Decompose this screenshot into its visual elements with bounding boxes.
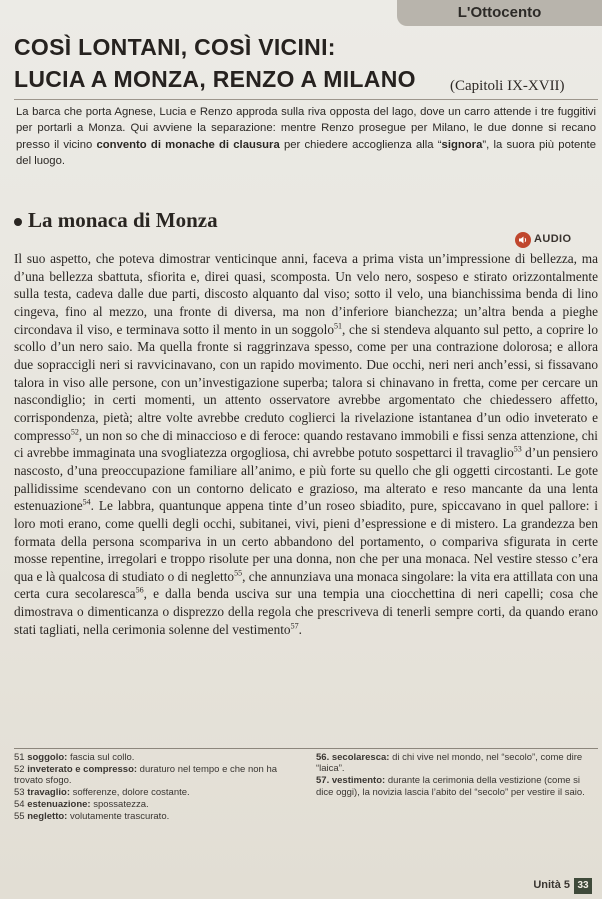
title-divider (14, 99, 598, 100)
chapter-tab-label: L'Ottocento (457, 4, 542, 21)
intro-text-c: ”, la suora più potente del luogo. (16, 138, 596, 167)
footnote-ref-55[interactable]: 55 (234, 568, 243, 578)
footnote-number: 56 (316, 752, 327, 763)
page-title-line-2: LUCIA A MONZA, RENZO A MILANO (14, 66, 416, 92)
footnote-term: inveterato e compresso: (27, 763, 138, 775)
intro-text-b: per chiedere accoglienza alla “ (279, 138, 442, 151)
footnote-57: 57. vestimento: durante la cerimonia della vestizione (come si dice oggi), la novizia lascia l’abito del “secolo” per vestire il saio. (316, 775, 585, 798)
footnote-term: estenuazione: (27, 799, 91, 811)
footnote-term: secolaresca: (331, 752, 390, 763)
footnote-definition: di chi vive nel mondo, nel “secolo”, come dire “laica”. (316, 752, 583, 775)
footnote-definition: fascia sul collo. (67, 752, 135, 763)
footnotes-left-column (14, 752, 304, 823)
footnote-ref-52[interactable]: 52 (70, 427, 79, 437)
audio-label[interactable]: AUDIO (534, 233, 572, 245)
speaker-icon (518, 235, 528, 245)
footnote-definition: spossatezza. (90, 799, 149, 811)
footnote-number: 55 (14, 811, 25, 823)
footnote-definition: sofferenze, dolore costante. (69, 787, 190, 799)
body-text-8: . (298, 621, 302, 637)
footnote-55 (14, 811, 304, 822)
intro-text-a: La barca che porta Agnese, Lucia e Renzo approda sulla riva opposta del lago, dove un carro attende i tre fuggitivi per portarli a Monza. Qui avviene la separazione: mentre Renzo prosegue per Milano, le due donne si recano presso il vicino (16, 106, 596, 151)
page-title-line-1: COSÌ LONTANI, COSÌ VICINI: (14, 34, 336, 60)
intro-bold-convent: convento di monache di clausura (96, 138, 280, 151)
footnote-number: 57 (316, 775, 327, 787)
body-passage (14, 250, 598, 638)
body-text-5: . Le labbra, quantunque appena tinte d’un roseo sbiadito, pure, spiccavano in quel pallore: i loro moti erano, come quelli degli occhi, subitanei, vivi, pieni d’espressione e di mistero. La grandezza ben formata della persona scompariva in un certo abbandono del portamento, o compariva sfigurata in certe mosse repentine, irregolari e troppo risolute per una donna, non che per una monaca. Nel vestire stesso c’era qua e là qualcosa di studiato o di negletto (14, 498, 598, 584)
footnote-ref-57[interactable]: 57 (290, 621, 299, 631)
body-text-6: , che annunziava una monaca singolare: la vita era attillata con una certa cura secolaresca (14, 568, 598, 602)
intro-bold-signora: signora (441, 138, 483, 151)
footnote-definition: duraturo nel tempo e che non ha trovato sfogo. (14, 763, 278, 787)
body-text-1: Il suo aspetto, che poteva dimostrar venticinque anni, faceva a prima vista un’impressione di bellezza, ma d’una bellezza sbattuta, sfiorita e, direi quasi, scomposta. Un velo nero, sospeso e stirato orizzontalmente sulla testa, cadeva dalle due parti, discosto alquanto dal viso; sotto il velo, una bianchissima benda di lino cingeva, fino al mezzo, una fronte di diversa, ma non d’inferiore bianchezza; un’altra benda a pieghe circondava il viso, e terminava sotto il mento in un soggolo (14, 251, 598, 337)
footnote-term: travaglio: (27, 787, 70, 799)
footnote-number: 51 (14, 752, 25, 763)
footnote-definition: volutamente trascurato. (67, 811, 170, 823)
chapter-range: (Capitoli IX-XVII) (450, 78, 565, 94)
body-text-2: , che si stendeva alquanto sul petto, a coprire lo scollo d’un nero saio. Ma quella fronte si raggrinzava spesso, come per una contrazione dolorosa; e allora due sopraccigli neri si ravvicinavano, con un rapido movimento. Due occhi, neri neri anch’essi, si fissavano talora in viso alle persone, con un’investigazione superba; talora si chinavano in fretta, come per cercare un nascondiglio; in certi momenti, un attento osservatore avrebbe argomentato che chiedessero affetto, corrispondenza, pietà; altre volte avrebbe creduto coglierci la rivelazione istantanea d’un odio inveterato e compresso (14, 321, 598, 443)
footnote-ref-51[interactable]: 51 (333, 321, 342, 331)
unit-label: Unità 5 (533, 879, 570, 891)
footnote-52 (14, 764, 304, 787)
footnotes-right-column (316, 752, 598, 799)
notes-divider (14, 748, 598, 749)
body-text-4: d’un pensiero nascosto, d’una preoccupazione familiare all’animo, e più forte su quello che gli oggetti circostanti. Le gote pallidissime scendevano con un contorno delicato e grazioso, ma alterato e reso mancante da una lenta estenuazione (14, 445, 598, 514)
footnote-53 (14, 787, 304, 798)
body-text-3: , un non so che di minaccioso e di feroce: quando restavano immobili e fissi senza attenzione, chi ci avrebbe immaginata una svogliatezza orgogliosa, chi avrebbe potuto sospettarci il travaglio (14, 427, 598, 461)
page-number: 33 (574, 878, 592, 894)
footnote-ref-53[interactable]: 53 (513, 444, 522, 454)
footnote-51 (14, 752, 304, 763)
footnote-56: 56. secolaresca: di chi vive nel mondo, nel “secolo”, come dire “laica”. (316, 752, 583, 775)
footnote-definition: durante la cerimonia della vestizione (come si dice oggi), la novizia lascia l’abito del “secolo” per vestire il saio. (316, 775, 585, 798)
footnote-number: 54 (14, 799, 25, 811)
footnote-number: 53 (14, 787, 25, 799)
chapter-tab (397, 0, 602, 26)
audio-icon[interactable] (515, 232, 531, 248)
footnote-term: negletto: (27, 811, 68, 823)
section-heading (14, 208, 218, 233)
footnote-number: 52 (14, 763, 25, 775)
footnote-ref-56[interactable]: 56 (135, 586, 144, 596)
footnote-ref-54[interactable]: 54 (82, 497, 91, 507)
footnote-54 (14, 799, 304, 810)
section-title: La monaca di Monza (28, 208, 218, 232)
intro-paragraph (16, 104, 596, 169)
footnote-term: vestimento: (331, 775, 386, 787)
section-bullet-icon (14, 218, 22, 226)
footnote-term: soggolo: (27, 752, 68, 763)
body-text-7: , e dalla benda usciva sur una tempia una ciocchettina di neri capelli; cosa che dimostrava o dimenticanza o disprezzo della regola che prescriveva di tenerli sempre corti, da quando erano stati tagliati, nella cerimonia solenne del vestimento (14, 586, 598, 637)
